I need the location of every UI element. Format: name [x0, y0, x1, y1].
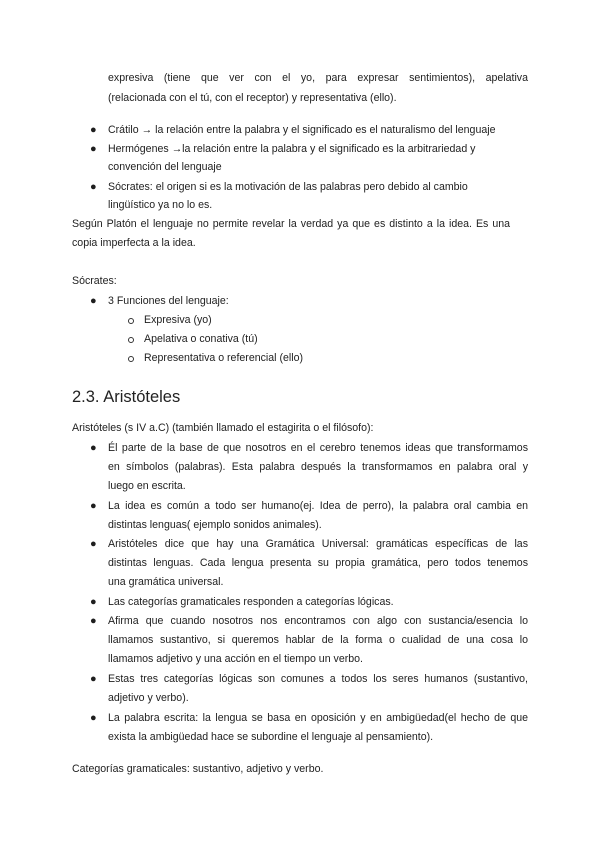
- aristotle-b3-line-3: una gramática universal.: [108, 576, 224, 588]
- bullet-dot: ●: [90, 538, 97, 550]
- bullet-socrates-line-2: lingüístico ya no lo es.: [108, 199, 213, 211]
- intro-line-1: expresiva (tiene que ver con el yo, para expresar sentimientos), apelativa: [108, 72, 528, 84]
- section-heading: 2.3. Aristóteles: [72, 388, 181, 406]
- aristotle-b6-line-2: adjetivo y verbo).: [108, 692, 189, 704]
- function-expresiva: Expresiva (yo): [144, 314, 212, 326]
- aristotle-b2-line-1: La idea es común a todo ser humano(ej. Idea de perro), la palabra oral cambia en: [108, 500, 528, 512]
- hollow-circle-icon: [128, 356, 134, 362]
- aristotle-b1-line-3: luego en escrita.: [108, 480, 186, 492]
- aristotle-b5-line-2: llamamos sustantivo, si queremos hablar de la forma o cualidad de una cosa lo: [108, 634, 528, 646]
- aristotle-b3-line-2: distintas lenguas. Cada lengua presenta su propia gramática, pero todos tenemos: [108, 557, 528, 569]
- socrates-functions: 3 Funciones del lenguaje:: [108, 295, 229, 307]
- aristotle-b1-line-2: en símbolos (palabras). Esta palabra después la transformamos en palabra oral y: [108, 461, 528, 473]
- bullet-hermogenes-line-1: Hermógenes →la relación entre la palabra y el significado es la arbitrariedad y: [108, 143, 476, 155]
- bullet-socrates-line-1: Sócrates: el origen si es la motivación de las palabras pero debido al cambio: [108, 181, 468, 193]
- aristotle-b7-line-1: La palabra escrita: la lengua se basa en oposición y en ambigüedad(el hecho de que: [108, 712, 528, 724]
- bullet-dot: ●: [90, 124, 97, 136]
- socrates-label: Sócrates:: [72, 275, 117, 287]
- bullet-dot: ●: [90, 143, 97, 155]
- hollow-circle-icon: [128, 337, 134, 343]
- bullet-dot: ●: [90, 596, 97, 608]
- section-intro: Aristóteles (s IV a.C) (también llamado el estagirita o el filósofo):: [72, 422, 374, 434]
- aristotle-b1-line-1: Él parte de la base de que nosotros en el cerebro tenemos ideas que transformamos: [108, 442, 528, 454]
- plato-summary-line-1: Según Platón el lenguaje no permite revelar la verdad ya que es distinto a la idea. Es una: [72, 218, 510, 230]
- bullet-dot: ●: [90, 500, 97, 512]
- bullet-dot: ●: [90, 615, 97, 627]
- bullet-hermogenes-line-2: convención del lenguaje: [108, 161, 222, 173]
- bullet-dot: ●: [90, 295, 97, 307]
- bullet-dot: ●: [90, 673, 97, 685]
- function-representativa: Representativa o referencial (ello): [144, 352, 303, 364]
- aristotle-b5-line-1: Afirma que cuando nosotros nos encontramos con algo con sustancia/esencia lo: [108, 615, 528, 627]
- aristotle-b6-line-1: Estas tres categorías lógicas son comunes a todos los seres humanos (sustantivo,: [108, 673, 528, 685]
- intro-line-2: (relacionada con el tú, con el receptor) y representativa (ello).: [108, 92, 397, 104]
- aristotle-b5-line-3: llamamos adjetivo y una acción en el tiempo un verbo.: [108, 653, 363, 665]
- closing-line: Categorías gramaticales: sustantivo, adjetivo y verbo.: [72, 763, 324, 775]
- hollow-circle-icon: [128, 318, 134, 324]
- aristotle-b7-line-2: exista la ambigüedad hace se subordine el lenguaje al pensamiento).: [108, 731, 434, 743]
- aristotle-b4-line-1: Las categorías gramaticales responden a categorías lógicas.: [108, 596, 394, 608]
- aristotle-b3-line-1: Aristóteles dice que hay una Gramática Universal: gramáticas específicas de las: [108, 538, 528, 550]
- bullet-dot: ●: [90, 181, 97, 193]
- plato-summary-line-2: copia imperfecta a la idea.: [72, 237, 196, 249]
- bullet-dot: ●: [90, 712, 97, 724]
- function-apelativa: Apelativa o conativa (tú): [144, 333, 258, 345]
- bullet-dot: ●: [90, 442, 97, 454]
- aristotle-b2-line-2: distintas lenguas( ejemplo sonidos animales).: [108, 519, 322, 531]
- bullet-cratilo: Crátilo → la relación entre la palabra y el significado es el naturalismo del lenguaje: [108, 124, 496, 136]
